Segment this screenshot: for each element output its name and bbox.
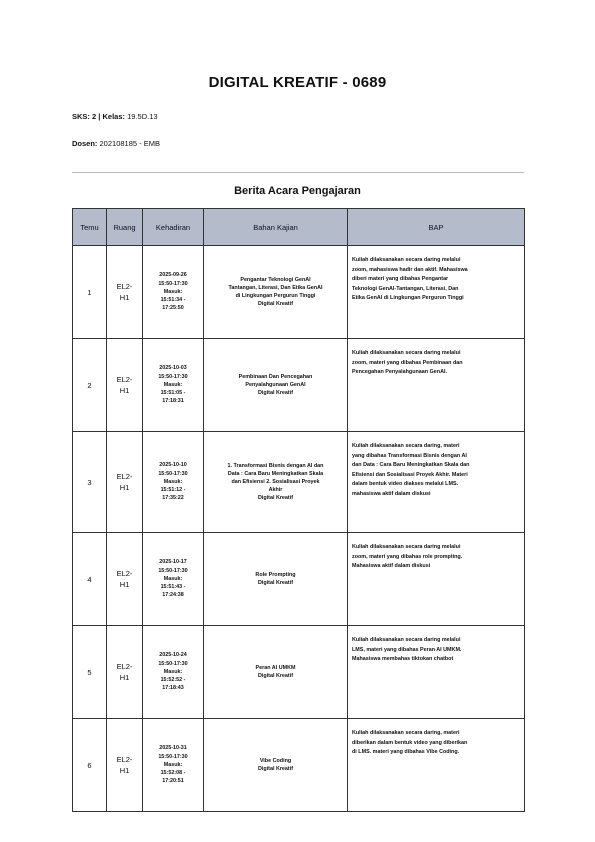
cell-line: 17:18:43 <box>162 685 184 692</box>
divider <box>72 172 524 173</box>
cell-line: Masuk: <box>163 478 183 485</box>
cell-line: H1 <box>119 293 130 302</box>
cell-line: Tantangan, Literasi, Dan Etika GenAI <box>228 285 323 291</box>
kelas-value: 19.5D.13 <box>127 112 158 121</box>
cell-line: Pencegahan Penyalahgunaan GenAI. <box>352 369 447 376</box>
cell-line: Kuliah dilaksanakan secara daring, materi <box>352 730 460 736</box>
cell-line: diberi materi yang dibahas Pengantar <box>352 276 449 283</box>
cell-line: Akhir <box>268 487 283 493</box>
cell-line: 15:52:52 - <box>160 677 186 684</box>
sks-value: 2 <box>92 112 97 121</box>
cell-line: di Lingkungan Pergurun Tinggi <box>235 293 316 299</box>
cell-line: Digital Kreatif <box>257 766 294 772</box>
cell-line: 15:51:43 - <box>160 584 186 591</box>
cell-bap <box>348 246 525 339</box>
cell-line: Digital Kreatif <box>257 390 294 396</box>
cell-line: H1 <box>119 386 130 395</box>
cell-bap <box>348 626 525 719</box>
cell-line: Masuk: <box>163 288 183 295</box>
cell-temu: 3 <box>73 432 107 533</box>
cell-line: 15:50-17:30 <box>158 470 188 477</box>
table-row <box>73 533 525 626</box>
lecturer-meta <box>72 139 160 148</box>
cell-line: Role Prompting <box>255 572 296 578</box>
cell-line: 2025-10-10 <box>159 462 187 469</box>
cell-temu: 1 <box>73 246 107 339</box>
cell-line: 2025-10-24 <box>159 652 187 659</box>
cell-line: yang dibahas Transformasi Bisnis dengan AI <box>352 452 467 459</box>
cell-bahan-kajian <box>204 533 348 626</box>
cell-bap <box>348 432 525 533</box>
cell-line: Digital Kreatif <box>257 495 294 501</box>
cell-line: Masuk: <box>163 575 183 582</box>
cell-bahan-kajian <box>204 432 348 533</box>
cell-line: dan Data : Cara Baru Meningkatkan Skala dan <box>352 462 470 469</box>
cell-line: Pengantar Teknologi GenAI <box>240 277 311 283</box>
cell-line: dalam bentuk video diakses melalui LMS. <box>352 481 459 488</box>
cell-line: 17:35:22 <box>162 495 184 502</box>
cell-line: EL2- <box>116 755 133 764</box>
cell-line: EL2- <box>116 569 133 578</box>
cell-line: EL2- <box>116 375 133 384</box>
sks-label: SKS: <box>72 112 90 121</box>
cell-line: 17:24:38 <box>162 592 184 599</box>
cell-line: Efisiensi dan Sosialisasi Proyek Akhir. Materi <box>352 471 468 478</box>
cell-kehadiran <box>143 626 204 719</box>
cell-kehadiran <box>143 432 204 533</box>
cell-line: Masuk: <box>163 668 183 675</box>
cell-bap <box>348 719 525 812</box>
cell-line: Vibe Coding <box>259 758 292 764</box>
dosen-label: Dosen: <box>72 139 98 148</box>
cell-temu: 2 <box>73 339 107 432</box>
cell-line: Kuliah dilaksanakan secara daring melalui <box>352 544 461 550</box>
table-row <box>73 719 525 812</box>
cell-temu: 5 <box>73 626 107 719</box>
table-row <box>73 432 525 533</box>
table-row <box>73 339 525 432</box>
cell-line: 15:50-17:30 <box>158 753 188 760</box>
course-meta <box>72 112 158 121</box>
cell-bap <box>348 339 525 432</box>
cell-line: 17:25:50 <box>162 305 184 312</box>
cell-temu: 4 <box>73 533 107 626</box>
cell-line: 15:51:12 - <box>160 487 186 494</box>
cell-line: EL2- <box>116 662 133 671</box>
cell-line: H1 <box>119 766 130 775</box>
table-row <box>73 246 525 339</box>
column-header-bahan-kajian: Bahan Kajian <box>204 209 348 246</box>
column-header-temu: Temu <box>73 209 107 246</box>
cell-line: H1 <box>119 580 130 589</box>
cell-line: Kuliah dilaksanakan secara daring melalui <box>352 350 461 356</box>
cell-ruang <box>107 533 143 626</box>
cell-temu: 6 <box>73 719 107 812</box>
cell-line: Kuliah dilaksanakan secara daring melalui <box>352 637 461 643</box>
cell-line: 15:50-17:30 <box>158 660 188 667</box>
cell-line: Masuk: <box>163 761 183 768</box>
cell-line: 15:51:05 - <box>160 390 186 397</box>
cell-line: 2025-10-17 <box>159 559 187 566</box>
kelas-label: Kelas: <box>102 112 125 121</box>
cell-line: Kuliah dilaksanakan secara daring, materi <box>352 443 460 449</box>
cell-line: 15:50-17:30 <box>158 567 188 574</box>
cell-bahan-kajian <box>204 246 348 339</box>
dosen-value: 202108185 - EMB <box>99 139 160 148</box>
cell-line: zoom, mahasiswa hadir dan aktif. Mahasiswa <box>352 266 468 273</box>
cell-line: Teknologi GenAI-Tantangan, Literasi, Dan <box>352 285 459 292</box>
cell-kehadiran <box>143 246 204 339</box>
cell-ruang <box>107 432 143 533</box>
cell-line: 17:20:51 <box>162 778 184 785</box>
cell-line: 15:52:08 - <box>160 770 186 777</box>
cell-line: EL2- <box>116 472 133 481</box>
meta-separator: | <box>98 112 101 121</box>
cell-line: Mahasiswa aktif dalam diskusi <box>352 563 431 570</box>
cell-line: 2025-10-03 <box>159 365 187 372</box>
teaching-report-table <box>72 208 525 812</box>
column-header-kehadiran: Kehadiran <box>143 209 204 246</box>
section-title: Berita Acara Pengajaran <box>234 185 361 197</box>
cell-bahan-kajian <box>204 719 348 812</box>
cell-line: 15:50-17:30 <box>158 280 188 287</box>
cell-line: 2025-10-31 <box>159 745 187 752</box>
cell-line: Peran AI UMKM <box>255 665 296 671</box>
cell-ruang <box>107 626 143 719</box>
cell-ruang <box>107 339 143 432</box>
cell-bap <box>348 533 525 626</box>
column-header-ruang: Ruang <box>107 209 143 246</box>
cell-line: zoom, materi yang dibahas role prompting. <box>352 553 463 560</box>
cell-line: Penyalahgunaan GenAI <box>245 382 306 388</box>
cell-line: dan Efisiensi 2. Sosialisasi Proyek <box>231 479 320 485</box>
cell-line: 15:51:34 - <box>160 297 186 304</box>
cell-line: 2025-09-26 <box>159 272 187 279</box>
cell-line: Digital Kreatif <box>257 301 294 307</box>
table-row <box>73 626 525 719</box>
cell-line: Kuliah dilaksanakan secara daring melalui <box>352 257 461 263</box>
column-header-bap: BAP <box>348 209 525 246</box>
cell-line: mahasiswa aktif dalam diskusi <box>352 490 431 497</box>
cell-line: 17:18:31 <box>162 398 184 405</box>
cell-line: Data : Cara Baru Meningkatkan Skala <box>227 471 324 477</box>
table-header-row <box>73 209 525 246</box>
cell-line: 15:50-17:30 <box>158 373 188 380</box>
cell-line: Digital Kreatif <box>257 580 294 586</box>
cell-line: Mahasiswa membahas tiktokan chatbot <box>352 656 454 663</box>
cell-ruang <box>107 719 143 812</box>
cell-line: H1 <box>119 483 130 492</box>
cell-bahan-kajian <box>204 339 348 432</box>
cell-line: di LMS. materi yang dibahas Vibe Coding. <box>352 749 460 756</box>
cell-kehadiran <box>143 719 204 812</box>
cell-line: LMS, materi yang dibahas Peran AI UMKM. <box>352 646 462 653</box>
cell-line: H1 <box>119 673 130 682</box>
cell-ruang <box>107 246 143 339</box>
cell-kehadiran <box>143 339 204 432</box>
cell-line: Pembinaan Dan Pencegahan <box>238 374 313 380</box>
cell-line: zoom, materi yang dibahas Pembinaan dan <box>352 359 463 366</box>
cell-kehadiran <box>143 533 204 626</box>
cell-bahan-kajian <box>204 626 348 719</box>
page-title: DIGITAL KREATIF - 0689 <box>208 74 387 91</box>
cell-line: Etika GenAI di Lingkungan Pergurun Tinggi <box>352 295 464 302</box>
cell-line: Digital Kreatif <box>257 673 294 679</box>
cell-line: 1. Transformasi Bisnis dengan AI dan <box>227 463 324 469</box>
cell-line: EL2- <box>116 282 133 291</box>
cell-line: diberikan dalam bentuk video yang diberikan <box>352 739 468 746</box>
cell-line: Masuk: <box>163 381 183 388</box>
